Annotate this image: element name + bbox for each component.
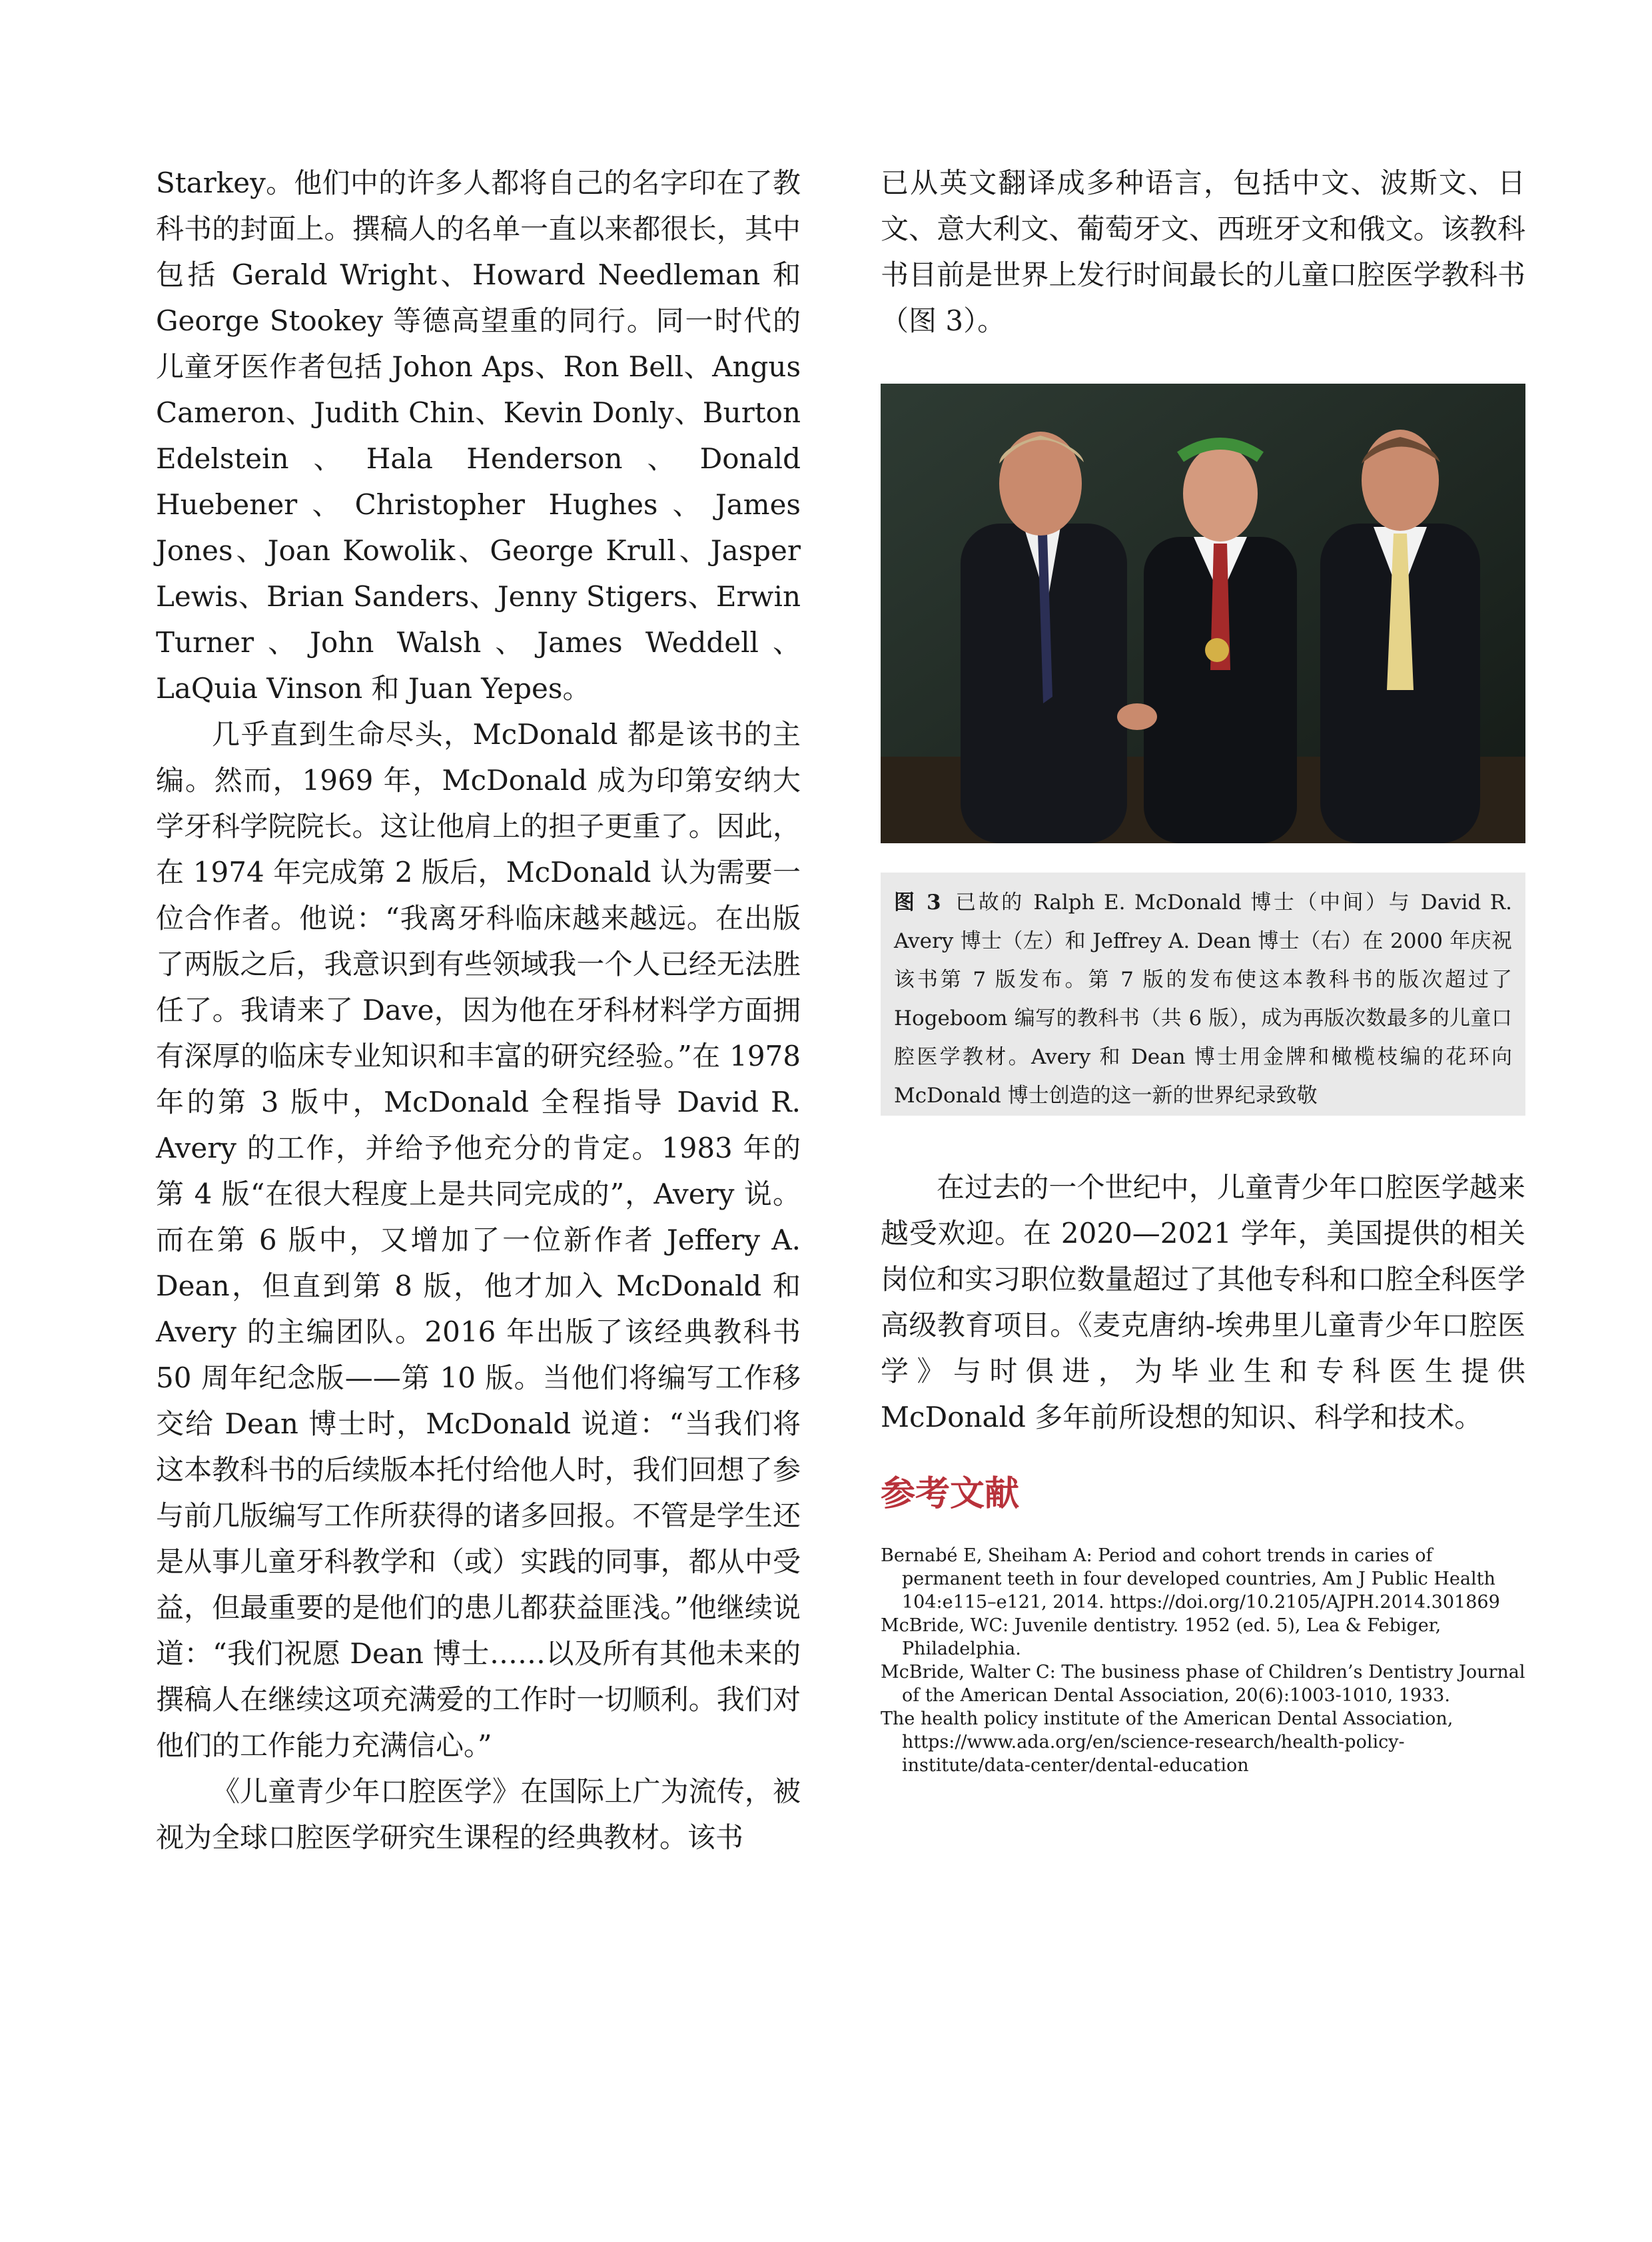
references-heading: 参考文献 [881,1473,1020,1514]
three-men-photo-illustration [881,384,1525,843]
figure-3-caption [894,883,1512,1115]
reference-item: McBride, Walter C: The business phase of Children’s Dentistry Journal of the American Dental Association, 20(6):1003-1010, 1933. [881,1662,1525,1706]
body-paragraph-3: 《儿童青少年口腔医学》在国际上广为流传，被视为全球口腔医学研究生课程的经典教材。该书 [156,1775,801,1854]
body-paragraph-4: 已从英文翻译成多种语言，包括中文、波斯文、日文、意大利文、葡萄牙文、西班牙文和俄文。该教科书目前是世界上发行时间最长的儿童口腔医学教科书（图 3）。 [881,167,1525,337]
left-column [156,160,801,1860]
body-paragraph-1: Starkey。他们中的许多人都将自己的名字印在了教科书的封面上。撰稿人的名单一直以来都很长，其中包括 Gerald Wright、Howard Needleman 和 George Stookey 等德高望重的同行。同一时代的儿童牙医作者包括 Johon Aps、Ron Bell、Angus Cameron、Judith Chin、Kevin Donly、Burton Edelstein、Hala Henderson、Donald Huebener、Christopher Hughes、James Jones、Joan Kowolik、George Krull、Jasper Lewis、Brian Sanders、Jenny Stigers、Erwin Turner、John Walsh、James Weddell、LaQuia Vinson 和 Juan Yepes。 [156,167,801,705]
right-column-top [881,160,1525,344]
reference-item: The health policy institute of the American Dental Association, https://www.ada.org/en/science-research/health-policy-institute/data-center/dental-education [881,1708,1453,1776]
figure-3-photo [881,384,1525,843]
figure-label: 图 3 [894,891,941,915]
right-column-bottom [881,1164,1525,1440]
figure-caption-text: 已故的 Ralph E. McDonald 博士（中间）与 David R. Avery 博士（左）和 Jeffrey A. Dean 博士（右）在 2000 年庆祝该书第 7 版发布。第 7 版的发布使这本教科书的版次超过了 Hogeboom 编写的教科书（共 6 版），成为再版次数最多的儿童口腔医学教材。Avery 和 Dean 博士用金牌和橄榄枝编的花环向 McDonald 博士创造的这一新的世界纪录致敬 [894,891,1512,1108]
reference-item: McBride, WC: Juvenile dentistry. 1952 (ed. 5), Lea & Febiger, Philadelphia. [881,1615,1442,1659]
body-paragraph-5: 在过去的一个世纪中，儿童青少年口腔医学越来越受欢迎。在 2020—2021 学年，美国提供的相关岗位和实习职位数量超过了其他专科和口腔全科医学高级教育项目。《麦克唐纳-埃弗里儿童青少年口腔医学》与时俱进，为毕业生和专科医生提供 McDonald 多年前所设想的知识、科学和技术。 [881,1171,1525,1433]
reference-item: Bernabé E, Sheiham A: Period and cohort trends in caries of permanent teeth in four developed countries, Am J Public Health 104:e115–e121, 2014. https://doi.org/10.2105/AJPH.2014.301869 [881,1545,1500,1613]
references-list [881,1544,1525,1777]
body-paragraph-2: 几乎直到生命尽头，McDonald 都是该书的主编。然而，1969 年，McDonald 成为印第安纳大学牙科学院院长。这让他肩上的担子更重了。因此，在 1974 年完成第 2 版后，McDonald 认为需要一位合作者。他说：“我离牙科临床越来越远。在出版了两版之后，我意识到有些领域我一个人已经无法胜任了。我请来了 Dave，因为他在牙科材料学方面拥有深厚的临床专业知识和丰富的研究经验。”在 1978 年的第 3 版中，McDonald 全程指导 David R. Avery 的工作，并给予他充分的肯定。1983 年的第 4 版“在很大程度上是共同完成的”，Avery 说。而在第 6 版中，又增加了一位新作者 Jeffery A. Dean，但直到第 8 版，他才加入 McDonald 和 Avery 的主编团队。2016 年出版了该经典教科书 50 周年纪念版——第 10 版。当他们将编写工作移交给 Dean 博士时，McDonald 说道：“当我们将这本教科书的后续版本托付给他人时，我们回想了参与前几版编写工作所获得的诸多回报。不管是学生还是从事儿童牙科教学和（或）实践的同事，都从中受益，但最重要的是他们的患儿都获益匪浅。”他继续说道：“我们祝愿 Dean 博士……以及所有其他未来的撰稿人在继续这项充满爱的工作时一切顺利。我们对他们的工作能力充满信心。” [156,718,801,1762]
figure-3-caption-box [881,873,1525,1116]
